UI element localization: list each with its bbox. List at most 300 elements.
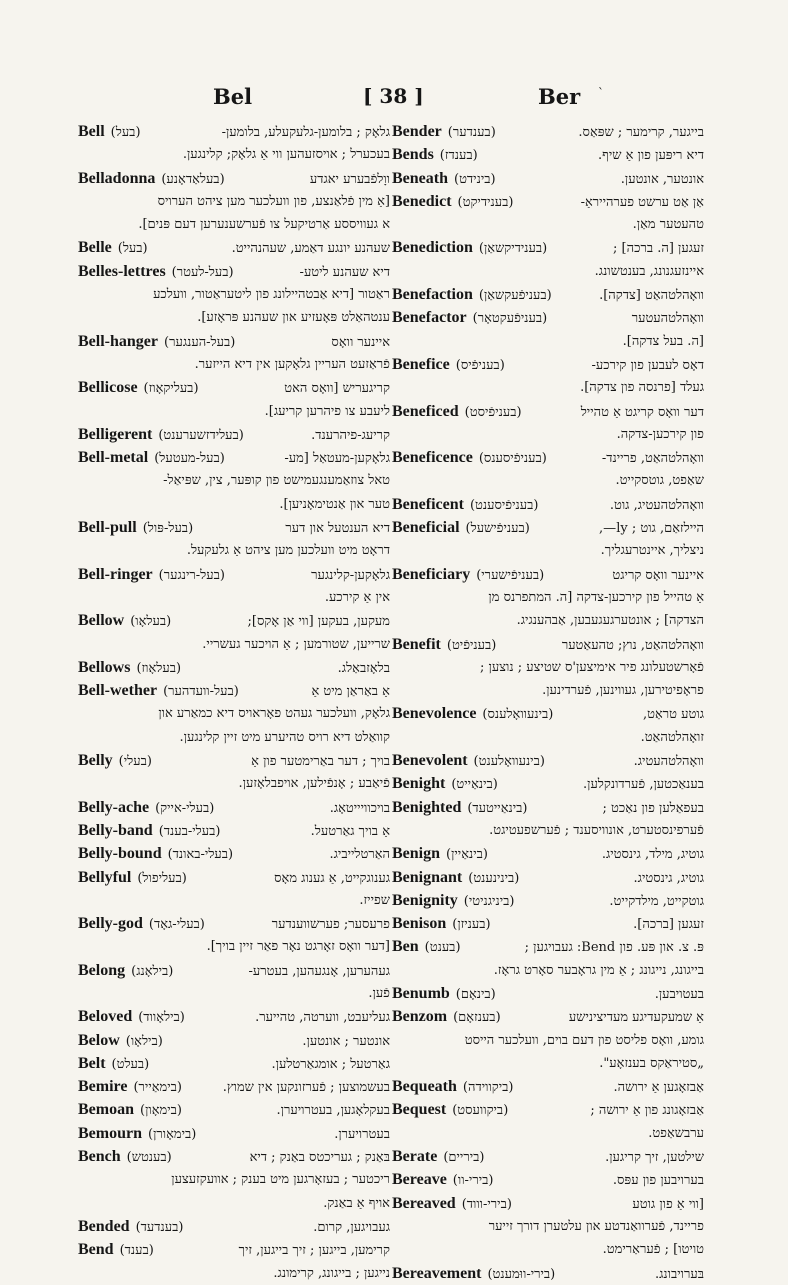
translation-continuation: טהעטער מאַן. — [632, 217, 704, 233]
translation-text: אונטער ; אונטען. — [302, 1033, 390, 1049]
headword: Beneficiary — [392, 565, 471, 583]
headword: Belligerent — [78, 425, 153, 443]
pronunciation: (בעלי-בענד) — [158, 823, 221, 839]
dictionary-entry — [78, 563, 390, 610]
dictionary-entry — [78, 749, 390, 796]
translation-continuation: ערבשאַפט. — [648, 1125, 704, 1141]
headword: Bell-metal — [78, 449, 149, 467]
translation-continuation: הצדקה] ; אונטערגעגעבען, אַבהענגיג. — [516, 613, 704, 629]
pronunciation: (בירי-ווּמענט) — [487, 1266, 556, 1282]
entry-first-line — [78, 1238, 390, 1261]
dictionary-entry — [392, 1262, 704, 1285]
pronunciation: (בעניזן) — [452, 917, 491, 933]
pronunciation: (בעל) — [110, 125, 141, 140]
entry-first-line — [392, 772, 704, 795]
dictionary-entry — [392, 842, 704, 865]
translation-text: גוטע טראַט, — [643, 707, 704, 723]
entry-first-line — [392, 866, 704, 889]
dictionary-entry — [392, 306, 704, 353]
right-column — [392, 120, 704, 1285]
translation-text: בעטרויערן. — [334, 1126, 390, 1142]
dictionary-entry — [78, 912, 390, 959]
translation-text: בּערויבונג. — [655, 1266, 704, 1282]
entry-first-line — [78, 563, 390, 586]
pronunciation: (בעניפֿיס) — [455, 357, 505, 373]
headword: Benefice — [392, 355, 450, 373]
entry-first-line — [392, 1145, 704, 1168]
translation-continuation: [ה. בעל צדקה]. — [622, 333, 704, 349]
entry-first-line — [78, 1098, 390, 1121]
entry-first-line — [392, 236, 704, 259]
translation-text: קריעג-פיהרענד. — [311, 427, 390, 443]
dictionary-entry — [392, 772, 704, 795]
translation-text: היילזאַם, גוט ; ly—, — [599, 521, 704, 537]
translation-text: בייגער, קרימער ; שפּאַס. — [578, 125, 704, 140]
translation-continuation: דראָט מיט וועלכען מען ציהט אַ גלעקעל. — [186, 543, 390, 559]
dictionary-entry — [392, 353, 704, 400]
dictionary-entry — [392, 702, 704, 749]
entry-first-line — [392, 283, 704, 306]
translation-text: פּ. צ. און פּע. פון Bend: געבויגען ; — [524, 940, 704, 956]
translation-text: גאַרטעל ; אומגאַרטלען. — [271, 1056, 390, 1072]
translation-text: קריגעריש [וואָס האט — [284, 381, 390, 397]
pronunciation: (בעלי-אייק) — [155, 800, 215, 816]
translation-continuation: ניצליך, איינטרעגליך. — [600, 543, 704, 559]
headword: Bellow — [78, 612, 125, 630]
entry-first-line — [392, 842, 704, 865]
headword: Beneficent — [392, 495, 464, 513]
headword: Benevolence — [392, 705, 477, 723]
translation-continuation: שפייז. — [359, 892, 390, 908]
translation-text: בּאַנק ; געריכטס באַנק ; דיא — [249, 1150, 390, 1166]
headword: Bereave — [392, 1171, 447, 1189]
headword: Benedict — [392, 192, 452, 210]
dictionary-entry — [392, 889, 704, 912]
headword: Bereavement — [392, 1264, 482, 1282]
pronunciation: (בענדעד) — [135, 1219, 184, 1235]
dictionary-entry — [392, 120, 704, 143]
headword: Benighted — [392, 798, 462, 816]
translation-continuation: [אַ מין פֿלאַנצע, פון וועלכער מען ציהט הערויס — [157, 193, 390, 209]
pronunciation: (בעל-רינגער) — [158, 567, 225, 583]
stray-mark: ` — [598, 86, 604, 100]
translation-text: געבויגען, קרום. — [313, 1219, 390, 1235]
headword: Beneficed — [392, 402, 459, 420]
pronunciation: (בימאָורן) — [148, 1126, 197, 1142]
dictionary-entry — [78, 446, 390, 516]
entry-first-line — [392, 400, 704, 423]
translation-text: גוטיג, מילד, גינסטיג. — [601, 847, 704, 863]
translation-continuation: אַ טהייל פון קירכען-צדקה [ה. המתפרנס מן — [488, 589, 704, 605]
headword: Berate — [392, 1148, 438, 1166]
translation-text: געליעבט, ווערטה, טהייער. — [255, 1010, 390, 1026]
entry-first-line — [392, 982, 704, 1005]
translation-text: גוטיג, גינסטיג. — [633, 870, 704, 886]
dictionary-entry — [78, 1029, 390, 1052]
headword: Belt — [78, 1054, 106, 1072]
pronunciation: (בעלאָו) — [130, 614, 172, 630]
headword: Beneficial — [392, 519, 460, 537]
pronunciation: (בעלאַדאָנע) — [161, 171, 225, 187]
translation-continuation: אויף אַ באַנק. — [323, 1195, 390, 1211]
translation-continuation: פֿערפינסטערט, אונוויסענד ; פֿערשפעטיגט. — [489, 822, 704, 838]
pronunciation: (בילאָנג) — [131, 963, 174, 979]
pronunciation: (בעליפול) — [137, 870, 187, 886]
pronunciation: (בעליקאָוז) — [143, 381, 199, 397]
translation-text: גלאָק ; בלומען-גלעקעלע, בלומען- — [221, 125, 390, 140]
entry-first-line — [392, 749, 704, 772]
entry-first-line — [78, 679, 390, 702]
pronunciation: (בעניפֿישערי) — [476, 567, 545, 583]
pronunciation: (בימאָון) — [140, 1103, 182, 1119]
dictionary-entry — [78, 1052, 390, 1075]
dictionary-entry — [78, 656, 390, 679]
headword: Bell — [78, 123, 105, 140]
pronunciation: (בעל-מעטעל) — [154, 451, 225, 467]
entry-first-line — [392, 1075, 704, 1098]
entry-first-line — [392, 1192, 704, 1215]
pronunciation: (בעל-הענגער) — [164, 334, 236, 350]
pronunciation: (בעניפֿיסענט) — [469, 497, 539, 513]
translation-text: קרימען, בייגען ; זיך בייגען, זיך — [238, 1243, 390, 1259]
pronunciation: (בינידט) — [454, 171, 496, 187]
entry-first-line — [78, 376, 390, 399]
entry-first-line — [392, 912, 704, 935]
page-number: [ 38 ] — [363, 84, 424, 108]
left-column — [78, 120, 390, 1285]
translation-continuation: איינזעגנונג, בענטשונג. — [594, 263, 704, 279]
headword: Bequest — [392, 1101, 447, 1119]
translation-text: בויך ; דער באַרימטער פון אַ — [251, 754, 390, 770]
dictionary-entry — [78, 376, 390, 423]
entry-first-line — [78, 1005, 390, 1028]
translation-text: וואָהלטהאַט [צדקה]. — [599, 288, 704, 304]
headword: Benefactor — [392, 309, 467, 327]
headword: Belly-god — [78, 915, 143, 933]
headword: Belly — [78, 752, 113, 770]
translation-text: שעהנע יונגע דאַמע, שעהנהייט. — [231, 241, 390, 257]
translation-text: גלאָקען-מעטאַל [מע- — [284, 451, 390, 467]
pronunciation: (בענזאָם) — [453, 1010, 501, 1026]
translation-continuation: קוואַלט דיא רויס טהיערע מיט זיין קלינגען. — [179, 729, 390, 745]
dictionary-entry — [392, 1098, 704, 1145]
entry-first-line — [78, 749, 390, 772]
pronunciation: (בעל-פּול) — [142, 521, 194, 537]
translation-text: גלאָקען-קלינגער — [311, 567, 390, 583]
translation-text: בעשמוצען ; פֿערזונקען אין שמוץ. — [222, 1080, 390, 1096]
translation-text: דיא שעהנע ליטע- — [299, 264, 390, 280]
dictionary-entry — [392, 1168, 704, 1191]
dictionary-entry — [78, 1238, 390, 1285]
entry-first-line — [78, 1145, 390, 1168]
headword: Bench — [78, 1148, 121, 1166]
dictionary-entry — [392, 1005, 704, 1075]
translation-text: בעטויבען. — [654, 986, 704, 1002]
dictionary-entry — [78, 866, 390, 913]
dictionary-entry — [392, 1192, 704, 1262]
headword: Bemire — [78, 1078, 128, 1096]
dictionary-entry — [392, 1145, 704, 1168]
entry-first-line — [392, 446, 704, 469]
pronunciation: (בינעוואָלענט) — [473, 754, 545, 770]
dictionary-entry — [392, 236, 704, 283]
pronunciation: (בינאַייט) — [451, 777, 498, 793]
translation-continuation: פון קירכען-צדקה. — [616, 426, 704, 442]
pronunciation: (בעניפֿיט) — [446, 637, 497, 653]
headword: Belly-ache — [78, 798, 150, 816]
translation-text: פרעסער; פערשווענדער — [271, 917, 390, 933]
dictionary-entry — [78, 1075, 390, 1098]
entry-first-line — [392, 702, 704, 725]
headword: Bends — [392, 146, 434, 164]
translation-text: אַן אַט ערשט פערהייראַ- — [580, 194, 704, 210]
translation-text: איינער וואָס — [331, 334, 390, 350]
translation-text: בענאַכטען, פֿערדונקלען. — [583, 777, 704, 793]
dictionary-entry — [78, 236, 390, 259]
entry-first-line — [392, 167, 704, 190]
translation-text: בעקלאָגען, בעטרויערן. — [276, 1103, 390, 1119]
headword: Bemourn — [78, 1124, 142, 1142]
headword: Benevolent — [392, 752, 468, 770]
headword: Belly-bound — [78, 845, 162, 863]
headword: Benzom — [392, 1008, 448, 1026]
pronunciation: (בענט) — [424, 940, 461, 956]
headword: Belladonna — [78, 169, 156, 187]
translation-continuation: א געוויססע אַרטיקעל צו פֿערשענערען דעם פּנים]. — [138, 217, 390, 233]
entry-first-line — [78, 842, 390, 865]
entry-first-line — [78, 866, 390, 889]
headword: Belle — [78, 239, 112, 257]
translation-continuation: [דער וואָס זאָרגט נאָר פאַר זיין בויך]. — [206, 939, 390, 955]
headword: Bell-hanger — [78, 332, 158, 350]
headword: Bemoan — [78, 1101, 134, 1119]
pronunciation: (בעלי-גאָד) — [148, 917, 205, 933]
translation-continuation: געלד [פרנסה פון צדקה]. — [580, 380, 704, 396]
dictionary-entry — [78, 796, 390, 819]
translation-text: וואָהלטהעטער — [631, 311, 704, 327]
headword: Below — [78, 1031, 120, 1049]
entry-first-line — [392, 306, 704, 329]
guide-word-left: Bel — [213, 84, 253, 109]
dictionary-entry — [392, 912, 704, 935]
pronunciation: (בעניפֿעקטאָר) — [472, 311, 548, 327]
translation-continuation: ריכטער ; בעזאָרגען מיט בענק ; אוועקזעצען — [171, 1172, 390, 1188]
translation-text: דיא ריפּען פון אַ שיף. — [598, 148, 704, 164]
headword: Benefaction — [392, 286, 473, 304]
translation-continuation: אין אַ קירכע. — [324, 589, 390, 605]
translation-text: וואָהלטהאַט, פריינד- — [601, 451, 704, 467]
entry-first-line — [392, 796, 704, 819]
translation-continuation: פֿען. — [368, 985, 390, 1001]
translation-text: בערויבען פון עפּס. — [612, 1173, 704, 1189]
headword: Beloved — [78, 1008, 133, 1026]
pronunciation: (בענדער) — [447, 125, 496, 140]
headword: Bellyful — [78, 868, 132, 886]
entry-first-line — [78, 1215, 390, 1238]
headword: Bell-pull — [78, 519, 137, 537]
pronunciation: (בינעוואָלענס) — [482, 707, 554, 723]
translation-text: דאָס לעבען פון קירכע- — [591, 357, 704, 373]
dictionary-entry — [392, 982, 704, 1005]
pronunciation: (בילאָו) — [125, 1033, 163, 1049]
dictionary-entry — [392, 167, 704, 190]
headword: Bellicose — [78, 379, 138, 397]
headword: Benight — [392, 775, 446, 793]
headword: Bell-wether — [78, 682, 158, 700]
entry-first-line — [392, 1168, 704, 1191]
dictionary-entry — [392, 493, 704, 516]
translation-text: וואָהלטהעטיג. — [633, 754, 704, 770]
dictionary-entry — [392, 866, 704, 889]
pronunciation: (בענטש) — [126, 1150, 172, 1166]
translation-continuation: פֿיאַבע ; אָנפֿילען, אויפבלאָזען. — [238, 776, 390, 792]
translation-text: [ווי אַ פון גוטע — [632, 1196, 704, 1212]
translation-continuation: ליעבע צו פיהרען קריעג]. — [264, 403, 390, 419]
pronunciation: (בעלי-באונד) — [167, 847, 234, 863]
pronunciation: (בענידיקט) — [457, 194, 514, 210]
entry-first-line — [78, 330, 390, 353]
entry-first-line — [392, 633, 704, 656]
headword: Bereaved — [392, 1194, 456, 1212]
translation-text: זעגען [ה. ברכה] ; — [613, 241, 704, 257]
translation-continuation: שרייען, שטורמען ; אַ הויכער געשריי. — [202, 636, 390, 652]
entry-first-line — [78, 260, 390, 283]
dictionary-entry — [392, 935, 704, 982]
dictionary-entry — [78, 842, 390, 865]
translation-continuation: ראַטור [דיא אַבטהיילונג פון ליטעראַטור, וועלכע — [153, 287, 390, 303]
translation-text: אונטער, אונטען. — [620, 171, 704, 187]
pronunciation: (ביריים) — [443, 1150, 485, 1166]
translation-text: אַ באַראַן מיט אַ — [311, 684, 390, 700]
pronunciation: (בעל-לעטר) — [171, 264, 234, 280]
entry-first-line — [392, 353, 704, 376]
translation-text: איינער וואָס קריגט — [612, 567, 704, 583]
entry-first-line — [78, 1122, 390, 1145]
translation-continuation: טויטו] ; פֿעראַרימט. — [602, 1242, 704, 1258]
dictionary-entry — [392, 400, 704, 447]
translation-text: געהערען, אָנגעהען, בעטרע- — [248, 963, 390, 979]
pronunciation: (בימאַייר) — [133, 1080, 182, 1096]
headword: Bended — [78, 1217, 130, 1235]
headword: Benefit — [392, 635, 441, 653]
entry-first-line — [78, 912, 390, 935]
entry-first-line — [78, 423, 390, 446]
translation-continuation: בעכערל ; אויסזעהען ווי אַ גלאָק; קלינגען. — [182, 147, 390, 163]
dictionary-entry — [78, 679, 390, 749]
dictionary-entry — [78, 1215, 390, 1238]
pronunciation: (בענידיקשאַן) — [478, 241, 548, 257]
pronunciation: (בעל) — [117, 241, 148, 257]
translation-text: בויכוויייטאָג. — [329, 800, 390, 816]
entry-first-line — [78, 609, 390, 632]
translation-text: שילטען, זיך קריגען. — [605, 1150, 704, 1166]
entry-first-line — [392, 143, 704, 166]
translation-text: אַ בויך גאַרטעל. — [310, 823, 390, 839]
headword: Bend — [78, 1241, 114, 1259]
entry-first-line — [392, 190, 704, 213]
pronunciation: (בעל-וועדהער) — [163, 684, 239, 700]
dictionary-entry — [392, 516, 704, 563]
headword: Bequeath — [392, 1078, 457, 1096]
dictionary-entry — [78, 167, 390, 237]
pronunciation: (ביקוועסט) — [452, 1103, 509, 1119]
dictionary-entry — [78, 260, 390, 330]
translation-continuation: ענטהאַלט פּאָעזיע און שעהנע פּראָזע]. — [197, 310, 390, 326]
pronunciation: (בעניפֿישעל) — [465, 521, 530, 537]
headword: Beneficence — [392, 449, 473, 467]
pronunciation: (בילאָווד) — [138, 1010, 185, 1026]
entry-first-line — [392, 1098, 704, 1121]
pronunciation: (בינאַיין) — [446, 847, 488, 863]
translation-continuation: טער און אַנטימאָניען]. — [279, 496, 390, 512]
pronunciation: (ביקווידה) — [462, 1080, 514, 1096]
pronunciation: (בענד) — [119, 1243, 154, 1259]
pronunciation: (בינינענט) — [468, 870, 520, 886]
dictionary-entry — [392, 446, 704, 493]
dictionary-entry — [392, 749, 704, 772]
translation-text: דיא הענטעל און דער — [285, 521, 390, 537]
headword: Belles-lettres — [78, 262, 166, 280]
entry-first-line — [78, 819, 390, 842]
page-header — [0, 84, 788, 114]
headword: Benignity — [392, 891, 458, 909]
pronunciation: (בעניפֿעקשאַן) — [478, 288, 552, 304]
entry-first-line — [78, 656, 390, 679]
dictionary-entry — [78, 609, 390, 656]
dictionary-entry — [392, 1075, 704, 1098]
entry-first-line — [78, 796, 390, 819]
entry-first-line — [78, 446, 390, 469]
translation-text: גוטקייט, מילדקייט. — [609, 893, 704, 909]
translation-text: האַרטלייביג. — [329, 847, 390, 863]
entry-first-line — [78, 120, 390, 143]
translation-text: דער וואָס קריגט אַ טהייל — [580, 404, 704, 420]
translation-text: גענוגקייט, אַ גענוג מאָס — [274, 870, 390, 886]
pronunciation: (בעלידזשערענט) — [158, 427, 244, 443]
headword: Benignant — [392, 868, 463, 886]
translation-text: בעפאַלען פון נאַכט ; — [602, 800, 704, 816]
translation-continuation: פריינד, פֿערוואַנדטע און עלטערן דורך זייער — [488, 1218, 704, 1234]
translation-text: ווָלפֿבערע יאגדע — [309, 171, 390, 187]
headword: Benison — [392, 915, 447, 933]
pronunciation: (בינאַייטעד) — [467, 800, 528, 816]
entry-first-line — [392, 1262, 704, 1285]
entry-first-line — [78, 1075, 390, 1098]
translation-continuation: פֿראַזעט העריין גלאָקען אין דיא הייזער. — [194, 356, 390, 372]
pronunciation: (בעלאָוז) — [136, 660, 182, 676]
pronunciation: (בינאָם) — [455, 986, 496, 1002]
translation-text: מעקען, בעקען [ווי אַן אָקס]; — [247, 614, 390, 630]
headword: Benumb — [392, 984, 450, 1002]
translation-continuation: גומע, וואָס פליסט פון דעם בוים, וועלכער הייסט — [464, 1032, 704, 1048]
entry-first-line — [78, 236, 390, 259]
pronunciation: (בעלי) — [118, 754, 152, 770]
dictionary-entry — [392, 190, 704, 237]
translation-text: וואָהלטהעטיג, גוט. — [609, 497, 704, 513]
translation-text: אַ שמעקעדיגע מעדיצינישע — [568, 1010, 704, 1026]
entry-first-line — [392, 889, 704, 912]
dictionary-entry — [78, 423, 390, 446]
entry-first-line — [78, 1052, 390, 1075]
translation-text: וואָהלטהאַט, נוץ; טהעאַטער — [561, 637, 704, 653]
dictionary-entry — [78, 1145, 390, 1215]
headword: Bell-ringer — [78, 565, 153, 583]
translation-continuation: זואָהלטהאַט. — [640, 729, 704, 745]
entry-first-line — [78, 959, 390, 982]
translation-text: בלאָזבאַלג. — [337, 660, 390, 676]
translation-continuation: גלאָק, וועלכער געהט פאָראויס דיא כמאַרע און — [158, 706, 390, 722]
dictionary-entry — [78, 1098, 390, 1121]
